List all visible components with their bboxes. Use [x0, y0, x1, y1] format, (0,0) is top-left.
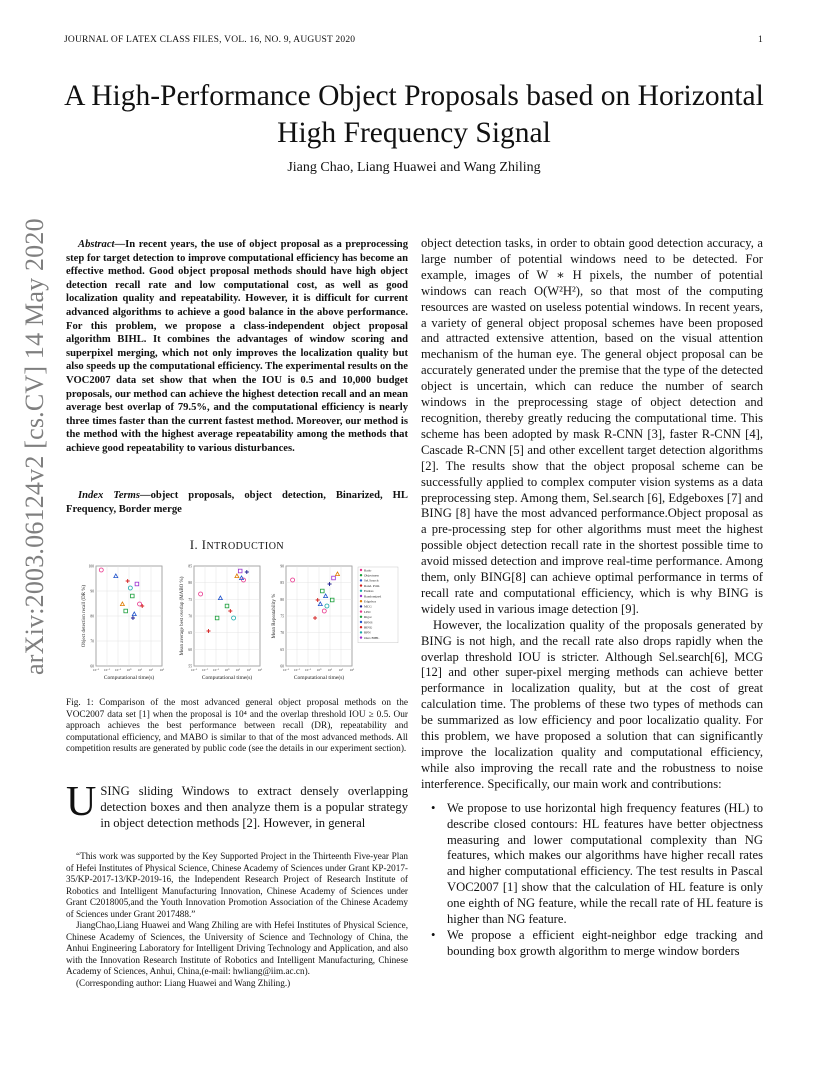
legend-label: RPNS — [364, 620, 373, 625]
legend-label: Ratio — [364, 568, 372, 573]
legend-marker — [360, 590, 362, 592]
x-tick-label: 10⁰ — [126, 668, 132, 672]
x-tick-label: 10⁰ — [316, 668, 322, 672]
y-tick-label: 75 — [280, 614, 284, 619]
data-point — [335, 572, 339, 576]
x-tick-label: 10² — [148, 668, 154, 672]
x-tick-label: 10⁻¹ — [114, 668, 122, 672]
paper-authors: Jiang Chao, Liang Huawei and Wang Zhiling — [287, 160, 541, 175]
legend-label: Edgebox — [364, 599, 377, 604]
data-point — [124, 609, 128, 613]
data-point — [325, 604, 329, 608]
paper-title: A High-Performance Object Proposals based on Horizontal High Frequency Signal — [64, 80, 764, 149]
legend-label: Randomized — [364, 594, 382, 599]
abstract-lead: Abstract — [78, 239, 115, 250]
figure-1 — [66, 560, 408, 688]
data-point — [245, 570, 249, 574]
y-axis-label: Mean Repeatability % — [272, 593, 277, 639]
data-point — [228, 609, 232, 613]
legend-label: Sel.Search — [364, 578, 379, 583]
contribution-list — [421, 801, 763, 960]
y-tick-label: 100 — [88, 564, 94, 569]
legend-label: Ours BIHL — [364, 635, 380, 640]
legend-marker — [360, 574, 362, 576]
x-tick-label: 10⁰ — [224, 668, 230, 672]
y-tick-label: 70 — [90, 639, 94, 644]
index-terms-lead: Index Terms — [78, 490, 141, 501]
data-point — [131, 616, 135, 620]
contribution-text: We propose a efficient eight-neighbor edge tracking and bounding box growth algorithm to merge window borders — [447, 927, 763, 958]
y-tick-label: 55 — [188, 664, 192, 669]
section-first-letter: I — [201, 538, 207, 552]
legend-marker — [360, 631, 362, 633]
footnote-affiliation: JiangChao,Liang Huawei and Wang Zhiling are with Hefei Institutes of Physical Science, Chinese Academy of Sciences, the University of Science and Technology of China, the Anhui Engineering Laboratory for Intelligent Driving Technology and Application, and also with the Innovation Research Institute of Robotics and Intelligent Manufacturing, Chinese Academy of Sciences, Anhui, China,(e-mail: hwliang@iim.ac.cn). — [66, 920, 408, 976]
footnotes — [66, 851, 408, 989]
data-point — [218, 596, 222, 600]
footnote-corresponding: (Corresponding author: Liang Huawei and Wang Zhiling.) — [76, 977, 291, 988]
data-point — [291, 578, 295, 582]
data-point — [199, 592, 203, 596]
x-tick-label: 10⁻³ — [190, 668, 198, 672]
abstract-text: —In recent years, the use of object proposal as a preprocessing step for target detection to improve computational efficiency has become an effective method. Good object proposal methods should have high object detection recall rate and low computational cost, as well as good localization quality and repeatability. However, it is difficult for current advanced algorithms to achieve a good balance in the above performance. For this problem, we propose a class-independent object proposal algorithm BIHL. It combines the advantages of window scoring and superpixel merging, which not only improves the localization quality but also speeds up the computational efficiency. The experimental results on the VOC2007 data set show that when the IOU is 0.5 and 10,000 budget proposals, our method can achieve the highest detection recall and an mean average best overlap of 79.5%, and the computational efficiency is nearly three times faster than the current fastest method. Moreover, our method is the method with the highest average repeatability among the methods that achieve good repeatability to various disturbances. — [66, 239, 408, 454]
legend-label: MCG — [364, 604, 372, 609]
legend-marker — [360, 610, 362, 612]
figure-1-charts — [66, 560, 408, 688]
legend-label: Objectness — [364, 573, 379, 578]
legend-marker — [360, 579, 362, 581]
x-tick-label: 10⁻² — [293, 668, 301, 672]
data-point — [322, 609, 326, 613]
data-point — [332, 576, 336, 580]
legend-marker — [360, 600, 362, 602]
data-point — [140, 604, 144, 608]
y-tick-label: 60 — [280, 664, 284, 669]
y-tick-label: 80 — [90, 614, 94, 619]
index-terms — [66, 489, 408, 516]
data-point — [313, 616, 317, 620]
y-tick-label: 65 — [188, 631, 192, 636]
running-header: JOURNAL OF LATEX CLASS FILES, VOL. 16, NO. 9, AUGUST 2020 — [64, 35, 356, 45]
x-tick-label: 10² — [246, 668, 252, 672]
abstract — [66, 238, 408, 456]
legend-label: Endres — [364, 589, 374, 594]
data-point — [207, 629, 211, 633]
bullet-icon: • — [431, 800, 436, 815]
legend-marker — [360, 616, 362, 618]
contribution-item — [421, 801, 763, 928]
arxiv-stamp-text: arXiv:2003.06124v2 [cs.CV] 14 May 2020 — [20, 218, 49, 675]
x-tick-label: 10¹ — [235, 668, 241, 672]
x-axis-label: Computational time(s) — [103, 675, 155, 681]
y-tick-label: 85 — [280, 581, 284, 586]
contribution-item — [421, 928, 763, 960]
figure-caption: Fig. 1: Comparison of the most advanced general object proposal methods on the VOC2007 data set [1] when the proposal is 10⁴ and the overlap threshold IOU ≥ 0.5. Our approach achieves the best performance between recall (DR), repeatability and computational efficiency, and MABO is similar to that of the most advanced methods. All competition results are generated by public code (see the details in our experiment section). — [66, 698, 408, 755]
x-tick-label: 10⁻³ — [282, 668, 290, 672]
x-tick-label: 10² — [338, 668, 344, 672]
data-point — [99, 568, 103, 572]
y-tick-label: 80 — [188, 581, 192, 586]
y-axis-label: Object detection recall (DR %) — [82, 584, 87, 648]
data-point — [235, 574, 239, 578]
x-axis-label: Computational time(s) — [201, 675, 253, 681]
y-tick-label: 70 — [188, 614, 192, 619]
y-tick-label: 80 — [280, 597, 284, 602]
y-axis-label: Mean average best overlap (MABO %) — [180, 576, 185, 656]
right-paragraph-1: object detection tasks, in order to obtain good detection accuracy, a large number of potential windows need to be detected. For example, images of W ∗ H pixels, the number of potential windows can reach O(W²H²), so that most of the computing resources are wasted on useless potential windows. In recent years, a variety of general object proposal schemes have been proposed and attracted extensive attention, based on the visual attention mechanism of the human eye. The general object proposal can be accurately generated under the premise that the type of the detected object is uncertain, which can reduce the number of search windows in the preprocessing stage of object detection and recognition, thereby greatly reducing the computational time. This scheme has been adopted by mask R-CNN [3], faster R-CNN [4], Cascade R-CNN [5] and other excellent target detection algorithms [2]. The results show that the object proposal scheme can be successfully applied to complex computer vision systems as a data preprocessing step. Among them, Sel.search [6], Edgeboxes [7] and BING [8] have the most advanced performance.Object proposal as a pre-processing step for other algorithms must meet the highest possible object detection recall rate in the shortest possible time to avoid missed detection and improve real-time performance. Among them, only BING[8] can achieve optimal performance in terms of recall rate and computational efficiency, which is why BING is widely used in various image detection [9]. — [421, 236, 763, 616]
legend-marker — [360, 621, 362, 623]
x-tick-label: 10⁻² — [201, 668, 209, 672]
x-tick-label: 10⁻¹ — [304, 668, 312, 672]
x-axis-label: Computational time(s) — [293, 675, 345, 681]
legend-marker — [360, 584, 362, 586]
index-terms-text: —object proposals, object detection, Binarized, HL Frequency, Border merge — [66, 490, 408, 515]
intro-paragraph — [66, 779, 408, 831]
footnote-funding: “This work was supported by the Key Supported Project in the Thirteenth Five-year Plan of Hefei Institutes of Physical Science, Chinese Academy of Sciences under Grant KP-2017-35/KP-2017-13/KP-2019-16, the Independent Research Project of Research Institute of Robotics and Intelligent Manufacturing Innovation, Chinese Academy of Sciences under Grant C2018005,and the Youth Innovation Promotion Association of the Chinese Academy of Sciences under Grant 2017488.” — [66, 851, 408, 919]
legend-label: LPO — [364, 609, 371, 614]
x-tick-label: 10⁻³ — [92, 668, 100, 672]
data-point — [238, 569, 242, 573]
legend-marker — [360, 605, 362, 607]
y-tick-label: 65 — [280, 647, 284, 652]
section-number: I. — [189, 538, 202, 552]
y-tick-label: 60 — [188, 647, 192, 652]
data-point — [132, 612, 136, 616]
y-tick-label: 70 — [280, 631, 284, 636]
x-tick-label: 10³ — [257, 668, 263, 672]
page-number: 1 — [758, 35, 763, 45]
intro-text: SING sliding Windows to extract densely overlapping detection boxes and then analyze them is a popular strategy in object detection methods [2]. However, in general — [100, 784, 408, 830]
dropcap: U — [66, 779, 97, 825]
y-tick-label: 85 — [188, 564, 192, 569]
right-column — [421, 236, 763, 960]
legend-marker — [360, 626, 362, 628]
data-point — [114, 574, 118, 578]
data-point — [330, 598, 334, 602]
data-point — [324, 594, 328, 598]
x-tick-label: 10¹ — [327, 668, 333, 672]
section-heading — [66, 538, 408, 553]
x-tick-label: 10⁻² — [103, 668, 111, 672]
x-tick-label: 10³ — [349, 668, 355, 672]
y-tick-label: 75 — [188, 597, 192, 602]
x-tick-label: 10³ — [159, 668, 165, 672]
bullet-icon: • — [431, 927, 436, 942]
data-point — [232, 616, 236, 620]
right-paragraph-2: However, the localization quality of the proposals generated by BING is not high, and the recall rate also drops rapidly when the overlap threshold IOU is stricter. Although Sel.search[6], MCG [12] and other super-pixel merging methods can achieve better performance in localization quality, but at the cost of great calculation time. The problems of these two types of methods can be summarized as low efficiency and poor localizatio quality. For this problem, we have proposed a solution that can significantly improve the localization quality and computational efficiency, while also improving the recall rate and the robustness to noise interference. Specifically, our main work and contributions: — [421, 617, 763, 791]
x-tick-label: 10⁻¹ — [212, 668, 220, 672]
legend-label: Rand. Prim — [364, 583, 380, 588]
y-tick-label: 90 — [280, 564, 284, 569]
y-tick-label: 60 — [90, 664, 94, 669]
legend-label: BING — [364, 625, 373, 630]
section-rest: NTRODUCTION — [206, 541, 285, 552]
arxiv-stamp — [14, 218, 54, 675]
data-point — [120, 602, 124, 606]
data-point — [321, 589, 325, 593]
y-tick-label: 90 — [90, 589, 94, 594]
legend-marker — [360, 636, 362, 638]
legend-label: RPN — [364, 630, 371, 635]
legend-label: Rigor — [364, 615, 372, 620]
x-tick-label: 10¹ — [137, 668, 143, 672]
legend-marker — [360, 595, 362, 597]
data-point — [131, 594, 135, 598]
data-point — [135, 582, 139, 586]
data-point — [138, 602, 142, 606]
legend-marker — [360, 569, 362, 571]
contribution-text: We propose to use horizontal high frequency features (HL) to describe closed contours: HL features have better objectness measuring and lower computational complexity than NG features, which makes our algorithms have higher recall rates and higher computational efficiency. The test results in Pascal VOC2007 [1] show that the calculation of HL feature is only one eighth of NG feature, while the recall rate of HL feature is higher than NG feature. — [447, 800, 763, 927]
